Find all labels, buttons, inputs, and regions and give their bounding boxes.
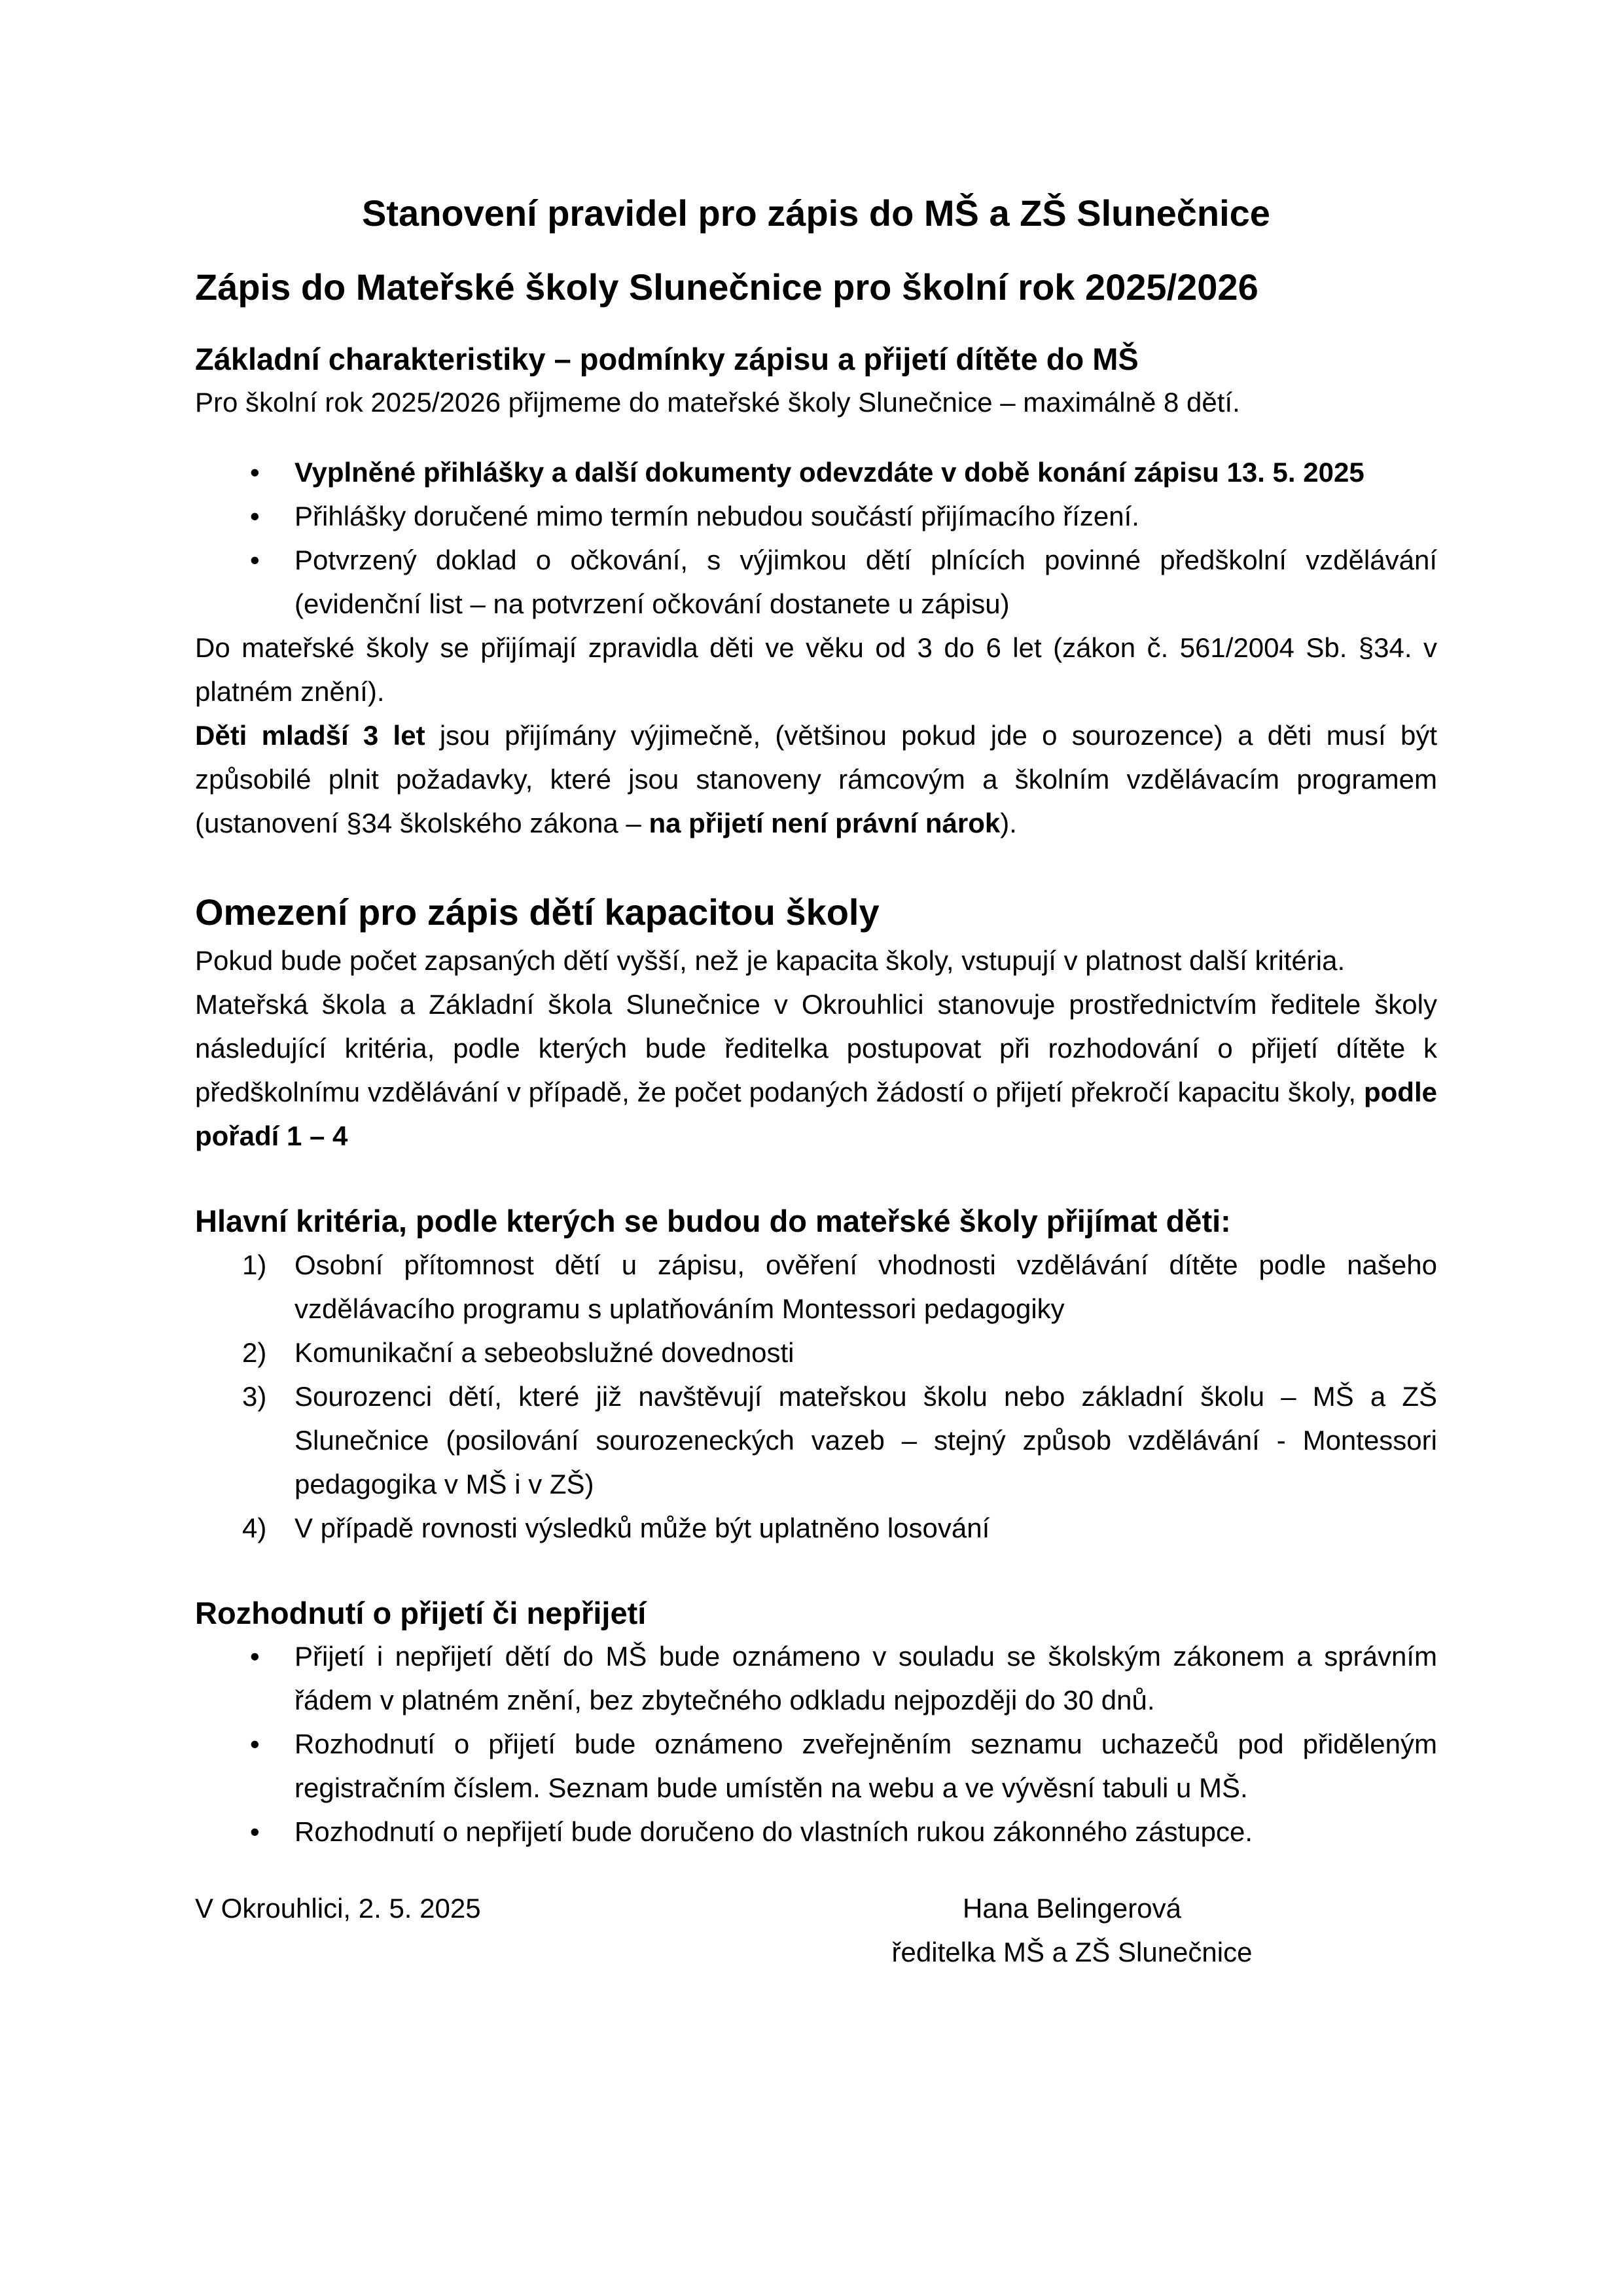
intro-paragraph: Pro školní rok 2025/2026 přijmeme do mateřské školy Slunečnice – maximálně 8 dětí. <box>195 387 1240 418</box>
list-item <box>195 494 1437 538</box>
bullet-icon: • <box>250 501 260 532</box>
bullet-icon: • <box>250 1816 260 1848</box>
younger-bold-end: na přijetí není právní nárok <box>649 808 1001 839</box>
younger-bold-start: Děti mladší 3 let <box>195 720 425 751</box>
list-item <box>195 1243 1437 1331</box>
document-subtitle: Zápis do Mateřské školy Slunečnice pro školní rok 2025/2026 <box>195 266 1258 308</box>
section-heading-criteria: Hlavní kritéria, podle kterých se budou do mateřské školy přijímat děti: <box>195 1203 1231 1238</box>
list-item-text: V případě rovnosti výsledků může být uplatněno losování <box>294 1512 990 1543</box>
list-item-text: Sourozenci dětí, které již navštěvují mateřskou školu nebo základní školu – MŠ a ZŠ Slunečnice (posilování sourozeneckých vazeb – stejný způsob vzdělávání - Montessori pedagogika v MŠ i v ZŠ) <box>294 1380 1437 1499</box>
list-number: 1) <box>242 1249 267 1280</box>
list-item <box>195 1810 1437 1854</box>
place-date: V Okrouhlici, 2. 5. 2025 <box>195 1893 481 1924</box>
list-number: 4) <box>242 1512 267 1543</box>
bullet-icon: • <box>250 545 260 576</box>
signature-block <box>195 1886 1437 1978</box>
list-number: 3) <box>242 1380 267 1412</box>
list-item-text: Osobní přítomnost dětí u zápisu, ověření vhodnosti vzdělávání dítěte podle našeho vzdělávacího programu s uplatňováním Montessori pedagogiky <box>294 1249 1437 1324</box>
age-paragraph: Do mateřské školy se přijímají zpravidla děti ve věku od 3 do 6 let (zákon č. 561/2004 Sb. §34. v platném znění). <box>195 632 1437 708</box>
document-title: Stanovení pravidel pro zápis do MŠ a ZŠ Slunečnice <box>362 192 1270 234</box>
bullet-icon: • <box>250 457 260 488</box>
list-item <box>195 450 1437 494</box>
decision-list <box>195 1634 1437 1854</box>
list-item <box>195 1506 1437 1550</box>
section-heading-decision: Rozhodnutí o přijetí či nepřijetí <box>195 1595 647 1630</box>
criteria-intro-paragraph <box>195 982 1437 1158</box>
capacity-paragraph: Pokud bude počet zapsaných dětí vyšší, než je kapacita školy, vstupují v platnost další kritéria. <box>195 944 1346 976</box>
bullet-icon: • <box>250 1729 260 1760</box>
list-item-text: Přihlášky doručené mimo termín nebudou součástí přijímacího řízení. <box>294 501 1139 532</box>
younger-text-mid: jsou přijímány výjimečně, (většinou pokud jde o sourozence) a děti musí být způsobilé plnit požadavky, které jsou stanoveny rámcovým a školním vzdělávacím programem (ustanovení §34 školského zákona – <box>195 720 1437 839</box>
list-item-text: Rozhodnutí o nepřijetí bude doručeno do vlastních rukou zákonného zástupce. <box>294 1816 1253 1848</box>
criteria-intro-text: Mateřská škola a Základní škola Slunečnice v Okrouhlici stanovuje prostřednictvím ředitele školy následující kritéria, podle kterých bude ředitelka postupovat při rozhodování o přijetí dítěte k předškolnímu vzdělávání v případě, že počet podaných žádostí o přijetí překročí kapacitu školy, <box>195 988 1437 1107</box>
list-item <box>195 1374 1437 1506</box>
list-item-text: Potvrzený doklad o očkování, s výjimkou dětí plnících povinné předškolní vzdělávání (evidenční list – na potvrzení očkování dostanete u zápisu) <box>294 545 1437 620</box>
younger-children-paragraph <box>195 713 1437 845</box>
conditions-list <box>195 450 1437 626</box>
younger-text-end: ). <box>1000 808 1017 839</box>
list-item-text: Komunikační a sebeobslužné dovednosti <box>294 1336 794 1368</box>
list-item-text: Přijetí i nepřijetí dětí do MŠ bude oznámeno v souladu se školským zákonem a správním řádem v platném znění, bez zbytečného odkladu nejpozději do 30 dnů. <box>294 1641 1437 1716</box>
criteria-list <box>195 1243 1437 1550</box>
list-item <box>195 1722 1437 1810</box>
list-item <box>195 1634 1437 1722</box>
document-page <box>195 190 1437 1978</box>
section-heading-conditions: Základní charakteristiky – podmínky zápisu a přijetí dítěte do MŠ <box>195 341 1139 376</box>
section-heading-capacity: Omezení pro zápis dětí kapacitou školy <box>195 891 880 933</box>
list-item-text: Rozhodnutí o přijetí bude oznámeno zveřejněním seznamu uchazečů pod přiděleným registračním číslem. Seznam bude umístěn na webu a ve vývěsní tabuli u MŠ. <box>294 1729 1437 1804</box>
criteria-order: podle pořadí 1 – 4 <box>195 1076 1437 1151</box>
signatory-role: ředitelka MŠ a ZŠ Slunečnice <box>891 1937 1253 1968</box>
list-item <box>195 538 1437 626</box>
list-item <box>195 1331 1437 1374</box>
bullet-icon: • <box>250 1641 260 1672</box>
list-item-text: Vyplněné přihlášky a další dokumenty odevzdáte v době konání zápisu 13. 5. 2025 <box>294 457 1364 488</box>
list-number: 2) <box>242 1336 267 1368</box>
signatory-name: Hana Belingerová <box>963 1893 1181 1924</box>
